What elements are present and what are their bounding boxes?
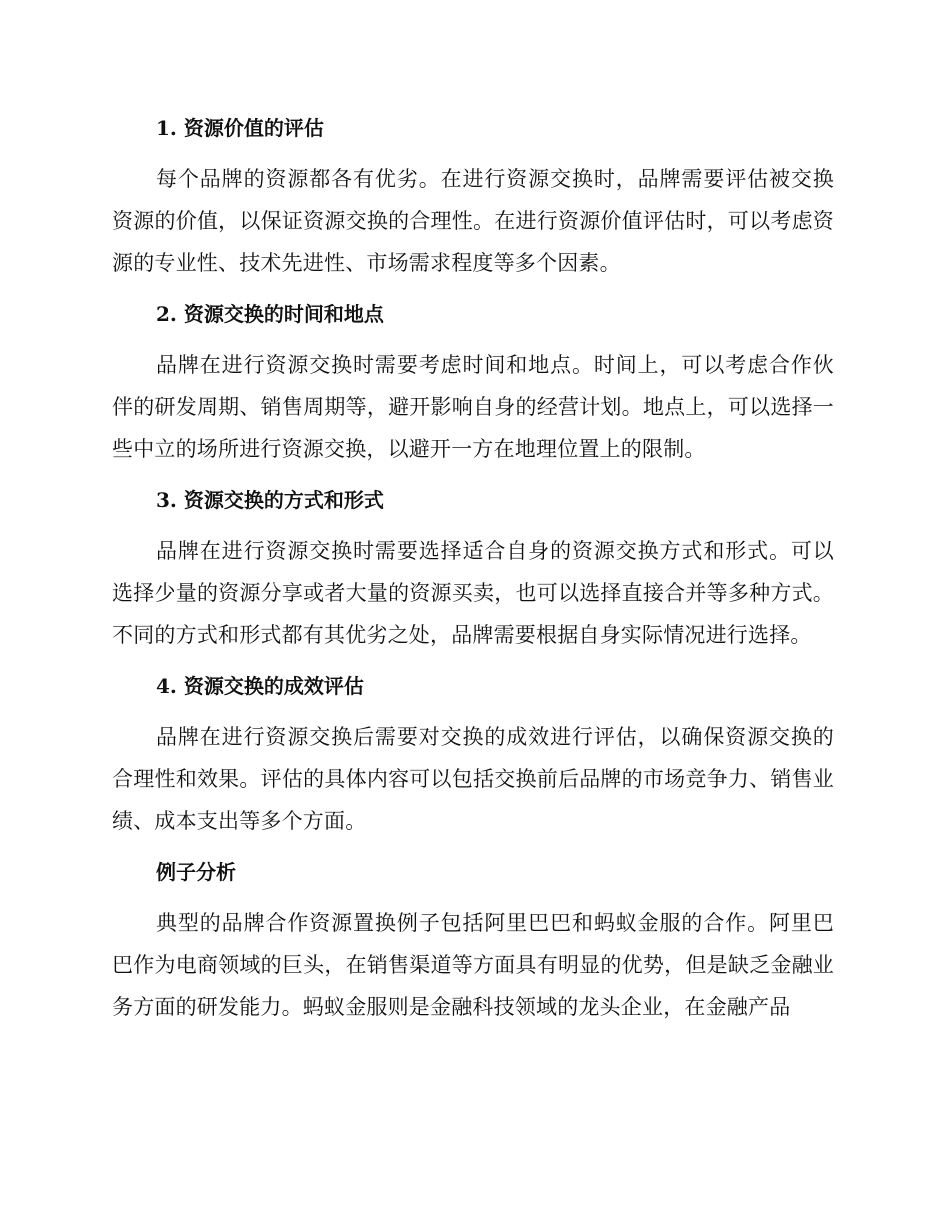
section-heading-effect-evaluation: 4. 资源交换的成效评估 xyxy=(156,674,364,698)
section-paragraph-method-form: 品牌在进行资源交换时需要选择适合自身的资源交换方式和形式。可以选择少量的资源分享或者大量的资源买卖，也可以选择直接合并等多种方式。不同的方式和形式都有其优劣之处，品牌需要根据自身实际情况进行选择。 xyxy=(112,539,834,647)
section-paragraph-example-analysis: 典型的品牌合作资源置换例子包括阿里巴巴和蚂蚁金服的合作。阿里巴巴作为电商领域的巨头，在销售渠道等方面具有明显的优势，但是缺乏金融业务方面的研发能力。蚂蚁金服则是金融科技领域的龙头企业，在金融产品 xyxy=(112,911,834,1019)
section-paragraph-resource-value: 每个品牌的资源都各有优劣。在进行资源交换时，品牌需要评估被交换资源的价值，以保证资源交换的合理性。在进行资源价值评估时，可以考虑资源的专业性、技术先进性、市场需求程度等多个因素。 xyxy=(112,167,834,275)
section-paragraph-time-place: 品牌在进行资源交换时需要考虑时间和地点。时间上，可以考虑合作伙伴的研发周期、销售周期等，避开影响自身的经营计划。地点上，可以选择一些中立的场所进行资源交换，以避开一方在地理位置上的限制。 xyxy=(112,353,834,461)
section-heading-method-form: 3. 资源交换的方式和形式 xyxy=(156,488,384,512)
document-body xyxy=(112,112,834,1028)
section-paragraph-effect-evaluation: 品牌在进行资源交换后需要对交换的成效进行评估，以确保资源交换的合理性和效果。评估的具体内容可以包括交换前后品牌的市场竞争力、销售业绩、成本支出等多个方面。 xyxy=(112,725,834,833)
section-heading-time-place: 2. 资源交换的时间和地点 xyxy=(156,302,384,326)
section-heading-example-analysis: 例子分析 xyxy=(156,860,236,884)
section-heading-resource-value: 1. 资源价值的评估 xyxy=(156,116,324,140)
